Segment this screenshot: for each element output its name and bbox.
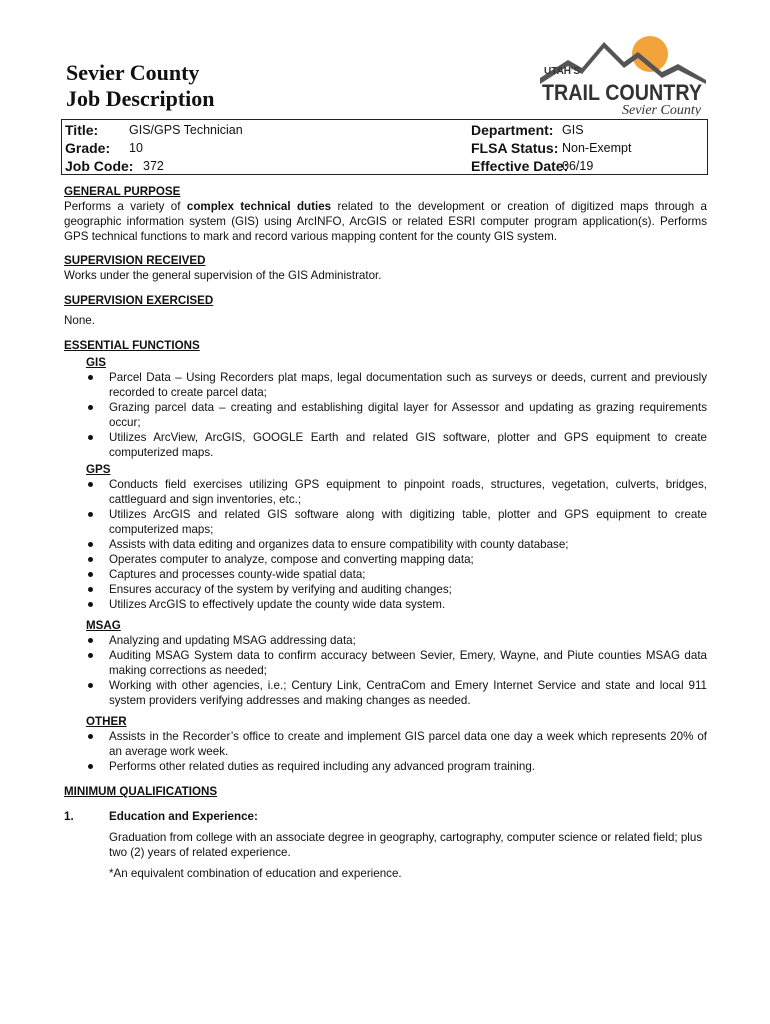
gps-list	[64, 477, 707, 612]
other-subheading: OTHER	[86, 715, 127, 728]
title-job-description: Job Description	[66, 86, 215, 111]
department-value: GIS	[562, 123, 584, 137]
bullet-icon	[88, 638, 93, 643]
minimum-qualifications-heading: MINIMUM QUALIFICATIONS	[64, 785, 218, 798]
header-row-jobcode	[62, 157, 707, 175]
qualification-body	[109, 809, 707, 881]
bullet-icon	[88, 683, 93, 688]
list-item	[64, 370, 707, 400]
list-item	[64, 759, 707, 774]
department-label: Department:	[471, 122, 554, 138]
supervision-received-heading: SUPERVISION RECEIVED	[64, 254, 206, 267]
bullet-icon	[88, 435, 93, 440]
logo-mountains	[540, 42, 706, 84]
bullet-icon	[88, 587, 93, 592]
list-item-text: Assists in the Recorder’s office to create and implement GIS parcel data one day a week which represents 20% of an average work week.	[109, 730, 707, 758]
list-item	[64, 597, 707, 612]
bullet-icon	[88, 405, 93, 410]
bullet-icon	[88, 512, 93, 517]
document-body	[64, 184, 707, 881]
grade-value: 10	[129, 141, 143, 155]
supervision-exercised-text: None.	[64, 314, 95, 327]
title-county: Sevier County	[66, 60, 200, 85]
supervision-exercised-heading: SUPERVISION EXERCISED	[64, 294, 214, 307]
general-purpose-heading: GENERAL PURPOSE	[64, 185, 181, 198]
list-item-text: Grazing parcel data – creating and establishing digital layer for Assessor and updating as grazing requirements occur;	[109, 401, 707, 429]
msag-list	[64, 633, 707, 708]
job-header-table	[61, 119, 708, 175]
list-item	[64, 430, 707, 460]
list-item	[64, 678, 707, 708]
bullet-icon	[88, 542, 93, 547]
gps-subheading: GPS	[86, 463, 111, 476]
list-item-text: Performs other related duties as required including any advanced program training.	[109, 760, 535, 773]
bullet-icon	[88, 734, 93, 739]
bullet-icon	[88, 764, 93, 769]
general-purpose-text-start: Performs a variety of	[64, 200, 187, 213]
list-item	[64, 507, 707, 537]
list-item-text: Utilizes ArcView, ArcGIS, GOOGLE Earth and related GIS software, plotter and GPS equipment to create computerized maps.	[109, 431, 707, 459]
list-item-text: Working with other agencies, i.e.; Century Link, CentraCom and Emery Internet Service and state and local 911 system providers verifying addresses and making changes as needed.	[109, 679, 707, 707]
qualification-text: Graduation from college with an associate degree in geography, cartography, computer science or related field; plus two (2) years of related experience.	[109, 831, 703, 859]
bullet-icon	[88, 375, 93, 380]
list-item-text: Ensures accuracy of the system by verifying and auditing changes;	[109, 583, 452, 596]
list-item-text: Captures and processes county-wide spatial data;	[109, 568, 366, 581]
bullet-icon	[88, 653, 93, 658]
bullet-icon	[88, 572, 93, 577]
list-item	[64, 633, 707, 648]
qualification-item	[64, 809, 707, 881]
general-purpose-text-bold: complex technical duties	[186, 200, 332, 213]
list-item-text: Utilizes ArcGIS and related GIS software along with digitizing table, plotter and GPS equipment to create computerized maps;	[109, 508, 707, 536]
jobcode-label: Job Code:	[65, 158, 134, 174]
jobcode-value: 372	[143, 159, 164, 173]
bullet-icon	[88, 557, 93, 562]
logo-sevier-county-script: Sevier County	[622, 103, 701, 116]
list-item-text: Conducts field exercises utilizing GPS equipment to pinpoint roads, structures, vegetation, culverts, bridges, cattleguard and sign inventories, etc.;	[109, 478, 707, 506]
list-item	[64, 400, 707, 430]
header-row-title	[62, 121, 707, 139]
flsa-value: Non-Exempt	[562, 141, 632, 155]
effective-date-label: Effective Date:	[471, 158, 569, 174]
document-title	[66, 60, 215, 112]
list-item	[64, 537, 707, 552]
list-item-text: Parcel Data – Using Recorders plat maps, legal documentation such as surveys or deeds, current and previously recorded to create parcel data;	[109, 371, 707, 399]
supervision-received-text: Works under the general supervision of the GIS Administrator.	[64, 269, 382, 282]
gis-list	[64, 370, 707, 460]
list-item	[64, 648, 707, 678]
other-list	[64, 729, 707, 774]
bullet-icon	[88, 482, 93, 487]
effective-date-value: 06/19	[562, 159, 594, 173]
list-item	[64, 477, 707, 507]
list-item	[64, 729, 707, 759]
logo-utahs: UTAH'S	[544, 66, 581, 77]
general-purpose-text-end: related to the development or creation of digitized maps through a geographic information system (GIS) using ArcINFO, ArcGIS or related ESRI computer program application(s). Performs GPS technical functions to mark and record various mapping content for the county GIS system.	[64, 200, 707, 243]
msag-subheading: MSAG	[86, 619, 121, 632]
list-item	[64, 582, 707, 597]
bullet-icon	[88, 602, 93, 607]
list-item-text: Operates computer to analyze, compose and converting mapping data;	[109, 553, 474, 566]
list-item-text: Auditing MSAG System data to confirm accuracy between Sevier, Emery, Wayne, and Piute counties MSAG data making corrections as needed;	[109, 649, 707, 677]
flsa-label: FLSA Status:	[471, 140, 559, 156]
general-purpose-text	[64, 199, 707, 244]
qualification-number: 1.	[64, 810, 74, 823]
gis-subheading: GIS	[86, 356, 106, 369]
list-item-text: Utilizes ArcGIS to effectively update the county wide data system.	[109, 598, 446, 611]
trail-country-logo	[538, 34, 708, 116]
qualification-note: *An equivalent combination of education and experience.	[109, 867, 402, 880]
list-item	[64, 552, 707, 567]
header-row-grade	[62, 139, 707, 157]
logo-graphic	[538, 34, 708, 116]
essential-functions-heading: ESSENTIAL FUNCTIONS	[64, 339, 200, 352]
title-value: GIS/GPS Technician	[129, 123, 243, 137]
list-item-text: Assists with data editing and organizes data to ensure compatibility with county database;	[109, 538, 569, 551]
grade-label: Grade:	[65, 140, 111, 156]
logo-trail-country: TRAIL COUNTRY	[542, 80, 703, 105]
list-item-text: Analyzing and updating MSAG addressing data;	[109, 634, 356, 647]
list-item	[64, 567, 707, 582]
qualification-title: Education and Experience:	[109, 810, 258, 823]
title-label: Title:	[65, 122, 99, 138]
